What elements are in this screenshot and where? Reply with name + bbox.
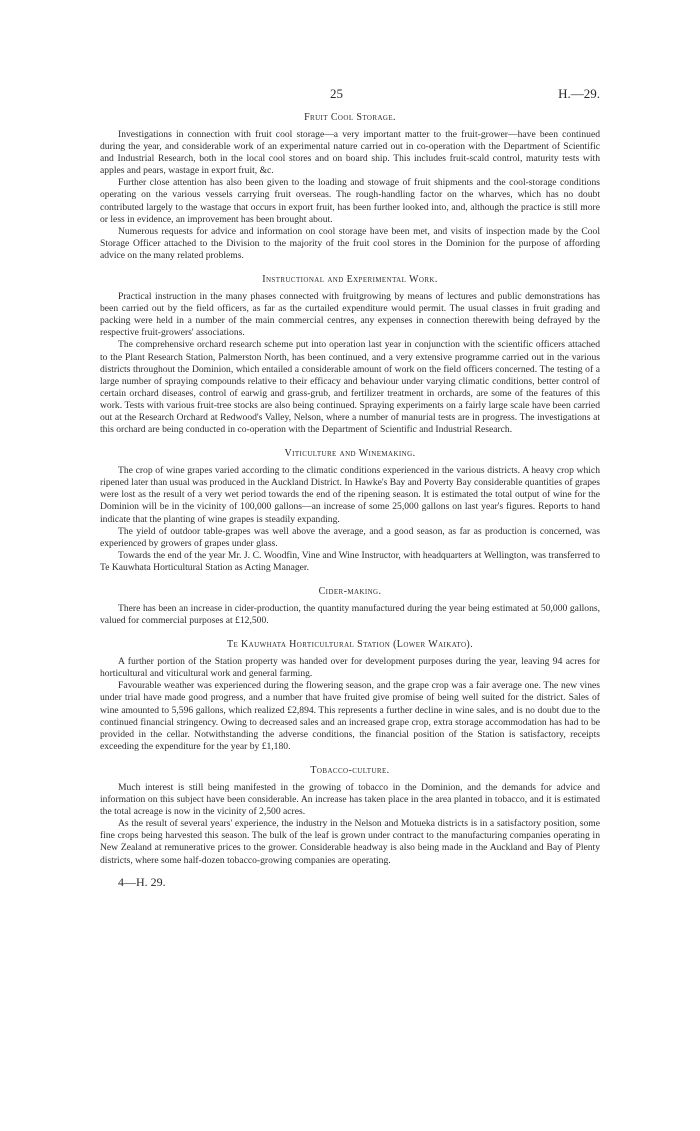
- section-instructional-experimental: [100, 274, 600, 436]
- paragraph: A further portion of the Station property was handed over for development purposes during the year, leaving 94 acres for horticultural and viticultural work and general farming.: [100, 656, 600, 680]
- section-heading: Cider-making.: [318, 586, 382, 597]
- paragraph: Favourable weather was experienced during the flowering season, and the grape crop was a fair average one. The new vines under trial have made good progress, and a number that have fruited give promise of being well suited for the district. Sales of wine amounted to 5,596 gallons, which realized £2,894. This represents a further decline in wine sales, and is no doubt due to the continued financial stringency. Owing to decreased sales and an increased grape crop, extra storage accommodation has had to be provided in the cellar. Notwithstanding the adverse conditions, the financial position of the Station is satisfactory, receipts exceeding the expenditure for the year by £1,180.: [100, 680, 600, 752]
- paragraph: Much interest is still being manifested in the growing of tobacco in the Dominion, and the demands for advice and information on this subject have been considerable. An increase has taken place in the area planted in tobacco, and it is estimated the total acreage is now in the vicinity of 2,500 acres.: [100, 781, 600, 818]
- section-heading: Tobacco-culture.: [310, 764, 390, 776]
- paragraph: The yield of outdoor table-grapes was well above the average, and a good season, as far as production is concerned, was experienced by growers of grapes under glass.: [100, 525, 600, 549]
- page-body: [100, 110, 600, 890]
- section-fruit-cool-storage: [100, 112, 600, 262]
- paragraph: The comprehensive orchard research scheme put into operation last year in conjunction with the scientific officers attached to the Plant Research Station, Palmerston North, has been continued, and a very extensive programme carried out in the various districts throughout the Dominion, which entailed a considerable amount of work on the field officers concerned. The testing of a large number of spraying compounds relative to their efficacy and behaviour under varying climatic conditions, better control of certain orchard diseases, control of earwig and grass-grub, and fertilizer treatment in orchards, are some of the features of this work. Tests with various fruit-tree stocks are also being continued. Spraying experiments on a fairly large scale have been carried out at the Research Orchard at Redwood's Valley, Nelson, where a number of manurial tests are in progress. The investigations at this orchard are being conducted in co-operation with the Department of Scientific and Industrial Research.: [100, 339, 600, 436]
- paragraph: Numerous requests for advice and information on cool storage have been met, and visits of inspection made by the Cool Storage Officer attached to the Division to the majority of the fruit cool stores in the Dominion for the purpose of affording advice on the many related problems.: [100, 225, 600, 261]
- section-te-kauwhata: [100, 639, 600, 753]
- paragraph: Towards the end of the year Mr. J. C. Woodfin, Vine and Wine Instructor, with headquarters at Wellington, was transferred to Te Kauwhata Horticultural Station as Acting Manager.: [100, 549, 600, 573]
- paragraph: Investigations in connection with fruit cool storage—a very important matter to the fruit-grower—have been continued during the year, and considerable work of an experimental nature carried out in co-operation with the Department of Scientific and Industrial Research, both in the local cool stores and on board ship. This includes fruit-scald control, maturity tests with apples and pears, wastage in export fruit, &c.: [100, 129, 600, 177]
- section-heading: Viticulture and Winemaking.: [284, 448, 416, 460]
- section-heading: Instructional and Experimental Work.: [262, 274, 438, 286]
- page-number: 25: [330, 86, 343, 101]
- paragraph: The crop of wine grapes varied according to the climatic conditions experienced in the various districts. A heavy crop which ripened later than usual was produced in the Auckland District. In Hawke's Bay and Poverty Bay considerable quantities of grapes were lost as the result of a very wet period towards the end of the ripening season. It is estimated the total output of wine for the Dominion will be in the vicinity of 100,000 gallons—an increase of some 25,000 gallons on last year's figures. Reports to hand indicate that the planting of wine grapes is steadily expanding.: [100, 465, 600, 525]
- section-heading: Te Kauwhata Horticultural Station (Lower Waikato).: [226, 639, 474, 651]
- section-heading: Fruit Cool Storage.: [304, 112, 396, 123]
- section-cider-making: [100, 586, 600, 627]
- section-viticulture: [100, 448, 600, 574]
- paragraph: There has been an increase in cider-production, the quantity manufactured during the year being estimated at 50,000 gallons, valued for commercial purposes at £12,500.: [100, 603, 600, 627]
- paragraph: As the result of several years' experience, the industry in the Nelson and Motueka districts is in a satisfactory position, some fine crops being harvested this season. The bulk of the leaf is grown under contract to the manufacturing companies operating in New Zealand at remunerative prices to the grower. Considerable headway is also being made in the Auckland and Bay of Plenty districts, where some half-dozen tobacco-growing companies are operating.: [100, 818, 600, 866]
- page-header: [0, 86, 700, 106]
- section-tobacco-culture: [100, 765, 600, 867]
- signature-reference: 4—H. 29.: [118, 874, 166, 889]
- document-reference: H.—29.: [558, 86, 600, 101]
- paragraph: Practical instruction in the many phases connected with fruitgrowing by means of lectures and public demonstrations has been carried out by the field officers, as far as the curtailed expenditure would permit. The usual classes in fruit grading and packing were held in a number of the main commercial centres, any expenses in connection therewith being defrayed by the respective fruit-growers' associations.: [100, 291, 600, 339]
- paragraph: Further close attention has also been given to the loading and stowage of fruit shipments and the cool-storage conditions operating on the various vessels carrying fruit overseas. The rough-handling factor on the wharves, which has no doubt contributed largely to the wastage that occurs in export fruit, has been further looked into, and, although the practice is still more or less in evidence, an improvement has been brought about.: [100, 177, 600, 225]
